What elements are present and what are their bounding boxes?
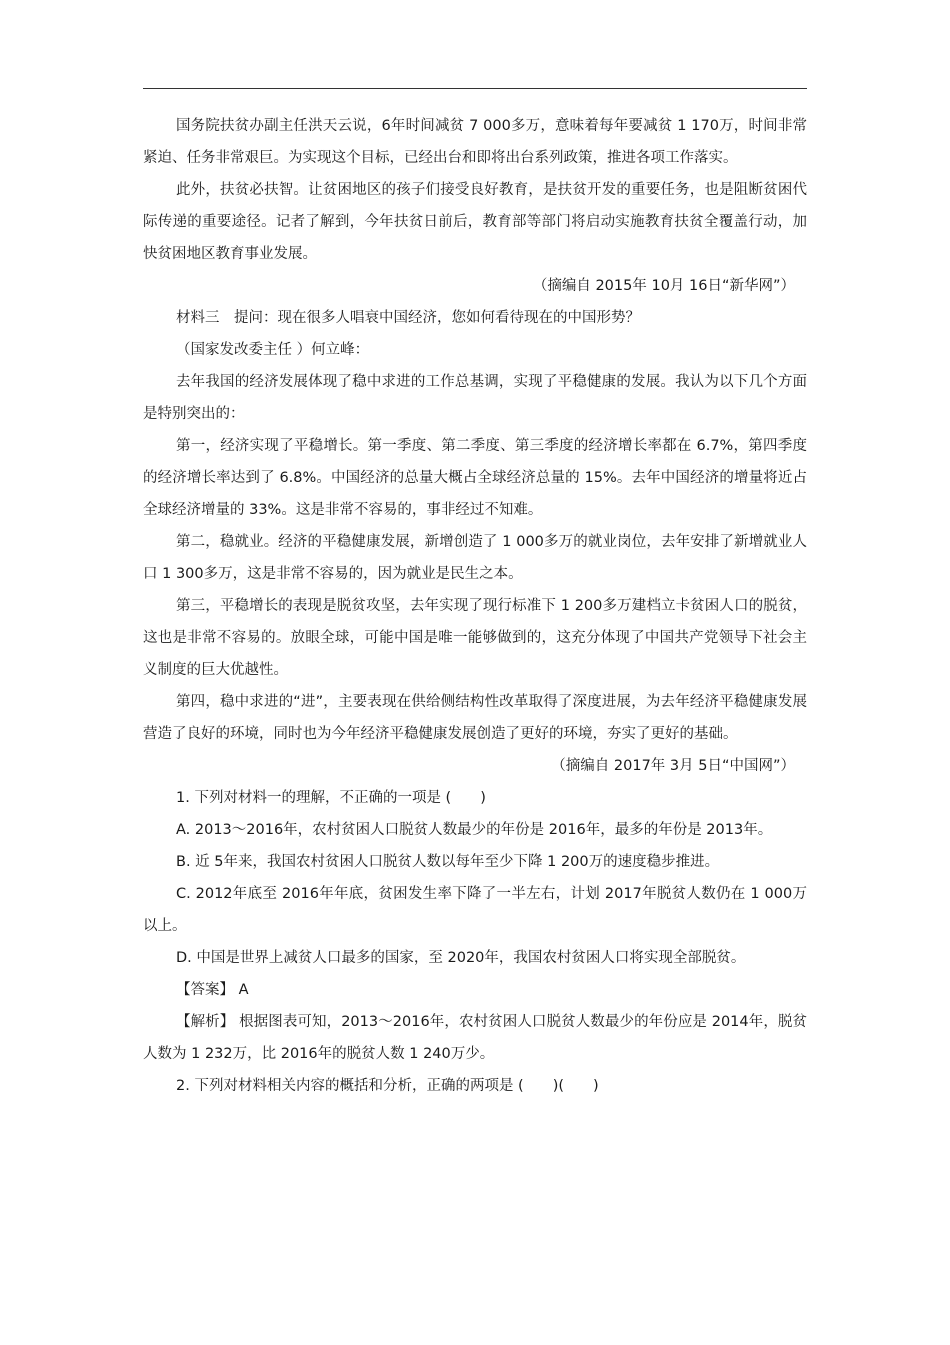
source-xinhua: （摘编自 2015年 10月 16日“新华网”） (532, 278, 795, 294)
document-body (143, 110, 807, 1102)
paragraph-first-growth: 第一，经济实现了平稳增长。第一季度、第二季度、第三季度的经济增长率都在 6.7%，第四季度的经济增长率达到了 6.8%。中国经济的总量大概占全球经济总量的 15%。去年中国经济的增量将近占全球经济增量的 33%。这是非常不容易的，事非经过不知难。 (143, 438, 807, 518)
header-rule (143, 88, 807, 89)
source-china-net: （摘编自 2017年 3月 5日“中国网”） (551, 758, 795, 774)
analysis-line: 【解析】 根据图表可知，2013～2016年，农村贫困人口脱贫人数最少的年份应是 2014年，脱贫人数为 1 232万，比 2016年的脱贫人数 1 240万少。 (143, 1014, 807, 1062)
paragraph-second-employment: 第二，稳就业。经济的平稳健康发展，新增创造了 1 000多万的就业岗位，去年安排了新增就业人口 1 300多万，这是非常不容易的，因为就业是民生之本。 (143, 534, 807, 582)
option-a: A. 2013～2016年，农村贫困人口脱贫人数最少的年份是 2016年，最多的年份是 2013年。 (176, 822, 773, 838)
option-b: B. 近 5年来，我国农村贫困人口脱贫人数以每年至少下降 1 200万的速度稳步推进。 (176, 854, 720, 870)
speaker-label: （国家发改委主任 ）何立峰： (176, 342, 370, 358)
material-three-question: 材料三 提问：现在很多人唱衰中国经济，您如何看待现在的中国形势？ (176, 310, 640, 326)
answer-line: 【答案】 A (176, 982, 249, 998)
paragraph-third-poverty: 第三，平稳增长的表现是脱贫攻坚，去年实现了现行标准下 1 200多万建档立卡贫困人口的脱贫，这也是非常不容易的。放眼全球，可能中国是唯一能够做到的，这充分体现了中国共产党领导下社会主义制度的巨大优越性。 (143, 598, 807, 678)
paragraph-education-poverty: 此外，扶贫必扶智。让贫困地区的孩子们接受良好教育，是扶贫开发的重要任务，也是阻断贫困代际传递的重要途径。记者了解到，今年扶贫日前后，教育部等部门将启动实施教育扶贫全覆盖行动，加快贫困地区教育事业发展。 (143, 182, 807, 262)
paragraph-economy-intro: 去年我国的经济发展体现了稳中求进的工作总基调，实现了平稳健康的发展。我认为以下几个方面是特别突出的： (143, 374, 807, 422)
option-c: C. 2012年底至 2016年年底，贫困发生率下降了一半左右，计划 2017年脱贫人数仍在 1 000万以上。 (143, 886, 807, 934)
paragraph-poverty-target: 国务院扶贫办副主任洪天云说，6年时间减贫 7 000多万，意味着每年要减贫 1 170万，时间非常紧迫、任务非常艰巨。为实现这个目标，已经出台和即将出台系列政策，推进各项工作落实。 (143, 118, 807, 166)
paragraph-fourth-progress: 第四，稳中求进的“进”，主要表现在供给侧结构性改革取得了深度进展，为去年经济平稳健康发展营造了良好的环境，同时也为今年经济平稳健康发展创造了更好的环境，夯实了更好的基础。 (143, 694, 807, 742)
option-d: D. 中国是世界上减贫人口最多的国家，至 2020年，我国农村贫困人口将实现全部脱贫。 (176, 950, 746, 966)
question-2: 2. 下列对材料相关内容的概括和分析，正确的两项是 ( )( ) (176, 1078, 599, 1094)
question-1: 1. 下列对材料一的理解，不正确的一项是 ( ) (176, 790, 486, 806)
